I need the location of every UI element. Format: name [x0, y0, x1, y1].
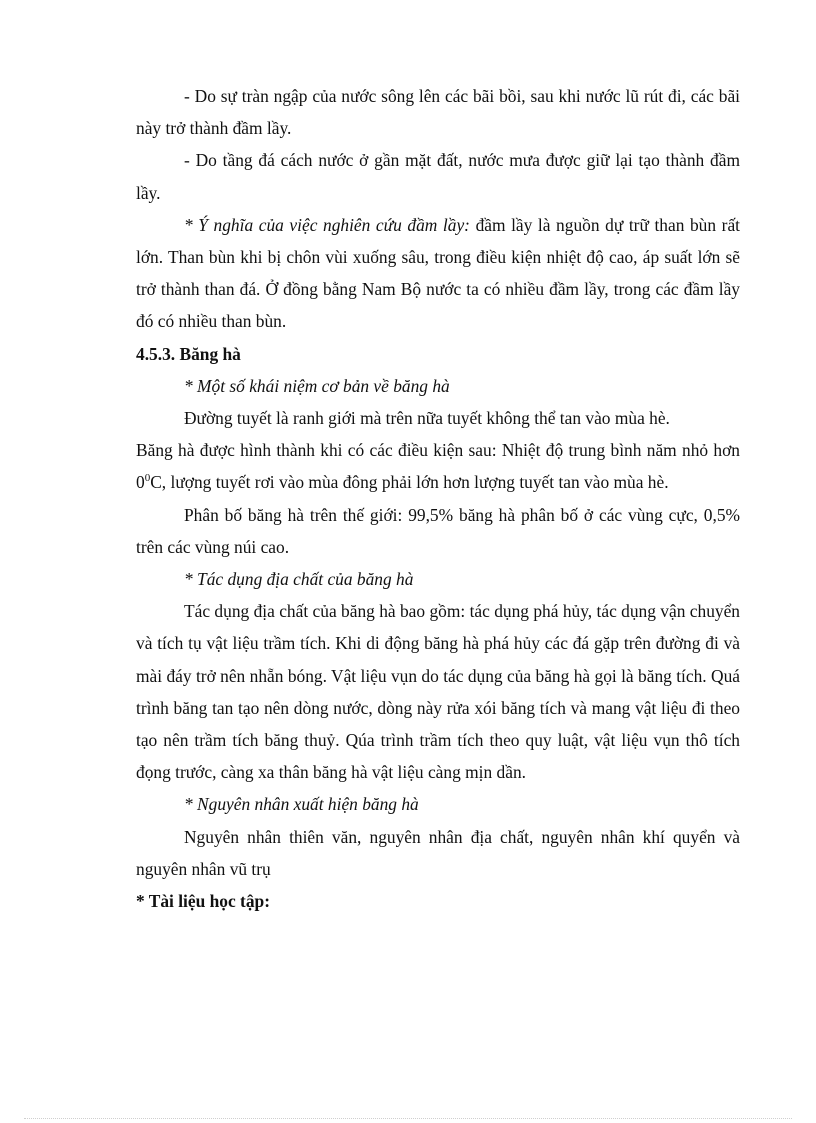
formation-text-a: Băng hà được hình thành khi có các điều kiện sau: Nhiệt độ trung bình năm nhỏ hơn 0: [136, 440, 740, 493]
subheading-causes: * Nguyên nhân xuất hiện băng hà: [184, 794, 419, 815]
paragraph-glacier-distribution: Phân bố băng hà trên thế giới: 99,5% băng hà phân bố ở các vùng cực, 0,5% trên các vùng núi cao.: [136, 504, 740, 557]
paragraph-geological-effects: Tác dụng địa chất của băng hà bao gồm: tác dụng phá hủy, tác dụng vận chuyển và tích tụ vật liệu trầm tích. Khi di động băng hà phá hủy các đá gặp trên đường đi và mài đáy trở nên nhẵn bóng. Vật liệu vụn do tác dụng của băng hà gọi là băng tích. Quá trình băng tan tạo nên dòng nước, dòng này rửa xói băng tích và mang vật liệu đi theo tạo nên trầm tích băng thuỷ. Qúa trình trầm tích theo quy luật, vật liệu vụn thô tích đọng trước, càng xa thân băng hà vật liệu càng mịn dần.: [136, 601, 740, 783]
document-page: [136, 80, 740, 917]
formation-superscript: 0: [144, 472, 151, 485]
formation-text-b: C, lượng tuyết rơi vào mùa đông phải lớn hơn lượng tuyết tan vào mùa hè.: [150, 472, 669, 493]
paragraph-flood-cause: - Do sự tràn ngập của nước sông lên các bãi bồi, sau khi nước lũ rút đi, các bãi này trở thành đầm lầy.: [136, 86, 740, 139]
page-bottom-divider: [24, 1118, 792, 1119]
paragraph-snow-line: Đường tuyết là ranh giới mà trên nữa tuyết không thể tan vào mùa hè.: [184, 408, 670, 429]
paragraph-swamp-significance: [136, 209, 740, 338]
subheading-geological-effects: * Tác dụng địa chất của băng hà: [184, 569, 414, 590]
significance-label: * Ý nghĩa của việc nghiên cứu đầm lầy:: [184, 214, 470, 235]
paragraph-rock-layer-cause: - Do tầng đá cách nước ở gần mặt đất, nước mưa được giữ lại tạo thành đầm lầy.: [136, 150, 740, 203]
paragraph-glacier-formation: [136, 434, 740, 498]
subheading-basic-concepts: * Một số khái niệm cơ bản về băng hà: [184, 375, 450, 396]
significance-text: đầm lầy là nguồn dự trữ than bùn rất lớn. Than bùn khi bị chôn vùi xuống sâu, trong điều kiện nhiệt độ cao, áp suất lớn sẽ trở thành than đá. Ở đồng bằng Nam Bộ nước ta có nhiều đầm lầy, trong các đầm lầy đó có nhiều than bùn.: [136, 214, 740, 332]
section-heading-glacier: 4.5.3. Băng hà: [136, 343, 241, 364]
paragraph-causes: Nguyên nhân thiên văn, nguyên nhân địa chất, nguyên nhân khí quyển và nguyên nhân vũ trụ: [136, 826, 740, 879]
heading-study-materials: * Tài liệu học tập:: [136, 891, 270, 912]
